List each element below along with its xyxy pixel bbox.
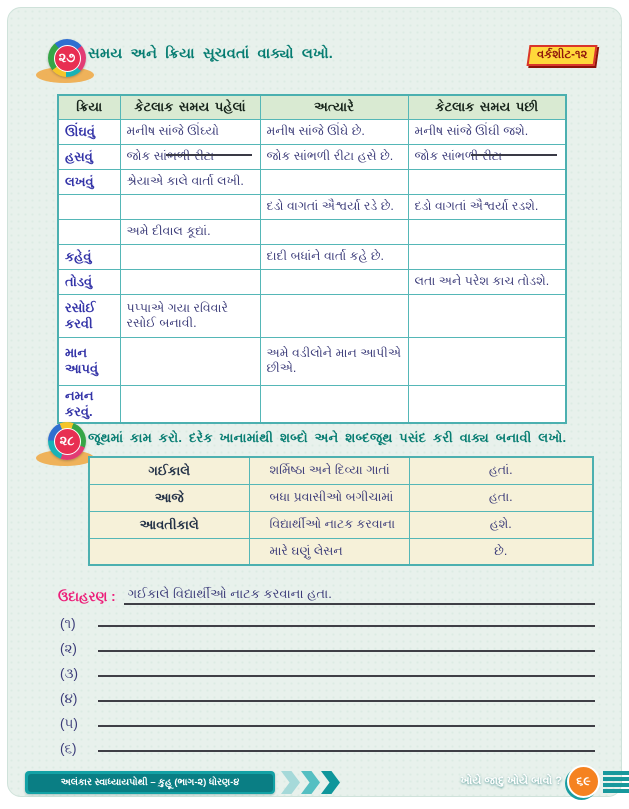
time-cell: ગઈકાલે (89, 457, 249, 484)
future-cell (408, 337, 566, 385)
col-header-future: કેટલાક સમય પછી (408, 95, 566, 119)
past-cell: અમે દીવાલ કૂદ્યાં. (120, 219, 260, 244)
verb-cell: હસવું (58, 144, 120, 169)
section-28-title: જૂથમાં કામ કરો. દરેક ખાનામાંથી શબ્દો અને શબ્દજૂથ પસંદ કરી વાક્ય બનાવી લખો. (88, 430, 567, 445)
answer-blank-line (98, 675, 595, 677)
footer-chevrons (281, 771, 341, 794)
verb-cell: માન આપવું (58, 337, 120, 385)
aux-cell: હતાં. (409, 457, 593, 484)
footer-book-banner (25, 771, 275, 794)
present-cell (260, 385, 408, 423)
answer-number: (૪) (60, 691, 78, 706)
past-cell (120, 269, 260, 294)
future-cell: જોક સાંભળી રીટા (408, 144, 566, 169)
blank-fill-line (166, 154, 252, 156)
time-cell: આવતીકાલે (89, 511, 249, 538)
past-cell (120, 337, 260, 385)
future-cell (408, 294, 566, 337)
table-row (89, 511, 593, 538)
table-row (58, 269, 566, 294)
answer-row-6 (60, 735, 595, 757)
answer-number: (૬) (60, 741, 77, 756)
present-cell (260, 269, 408, 294)
aux-cell: છે. (409, 538, 593, 565)
section-27-medallion-icon (42, 37, 96, 89)
page-number-badge: ૬૯ (567, 765, 600, 798)
footer-stripes-decoration (603, 771, 629, 795)
answer-blank-line (98, 750, 595, 752)
stripe-decoration (603, 777, 629, 781)
example-row (58, 586, 595, 605)
phrase-cell: બધા પ્રવાસીઓ બગીચામાં (249, 484, 409, 511)
answer-number: (૧) (60, 616, 76, 631)
table-row (58, 194, 566, 219)
answer-row-5 (60, 710, 595, 732)
phrase-cell: વિદ્યાર્થીઓ નાટક કરવાના (249, 511, 409, 538)
table-row (89, 538, 593, 565)
time-cell (89, 538, 249, 565)
answer-row-1 (60, 610, 595, 632)
future-cell (408, 219, 566, 244)
past-cell: શ્રેયાએ કાલે વાર્તા લખી. (120, 169, 260, 194)
table-row (58, 119, 566, 144)
footer-book-title: અલંકાર સ્વાધ્યાયપોથી – કુહૂ (ભાગ-૨) ધોરણ-૪ (28, 774, 273, 792)
answer-blank-line (98, 700, 595, 702)
answer-blank-line (98, 650, 595, 652)
past-cell: જોક સાંભળી રીટા (120, 144, 260, 169)
worksheet-badge (527, 45, 598, 66)
section-27-title: સમય અને ક્રિયા સૂચવતાં વાક્યો લખો. (88, 46, 334, 62)
table-row (58, 337, 566, 385)
future-cell: દડો વાગતાં ઐશ્વર્યા રડશે. (408, 194, 566, 219)
example-answer-line: ગઈકાલે વિદ્યાર્થીઓ નાટક કરવાના હતા. (124, 586, 595, 605)
time-cell: આજે (89, 484, 249, 511)
color-ring-icon (48, 422, 86, 460)
answer-number: (૩) (60, 666, 78, 681)
present-cell: અમે વડીલોને માન આપીએ છીએ. (260, 337, 408, 385)
table-row (89, 457, 593, 484)
answer-row-3 (60, 660, 595, 682)
verb-cell: લખવું (58, 169, 120, 194)
phrase-cell: મારે ઘણું લેસન (249, 538, 409, 565)
table-row (58, 144, 566, 169)
past-cell: મનીષ સાંજે ઊંઘ્યો (120, 119, 260, 144)
table-row (58, 244, 566, 269)
aux-cell: હતા. (409, 484, 593, 511)
present-cell (260, 219, 408, 244)
aux-cell: હશે. (409, 511, 593, 538)
phrase-cell: શર્મિષ્ઠા અને દિવ્યા ગાતાં (249, 457, 409, 484)
verb-cell: કહેવું (58, 244, 120, 269)
table-row (58, 219, 566, 244)
verb-cell: તોડવું (58, 269, 120, 294)
answer-blank-line (98, 725, 595, 727)
table-row (58, 169, 566, 194)
example-label: ઉદાહરણ : (58, 589, 116, 604)
verb-cell: રસોઈ કરવી (58, 294, 120, 337)
present-cell (260, 294, 408, 337)
future-cell (408, 385, 566, 423)
word-group-table (88, 456, 594, 566)
worksheet-badge-label: વર્કશીટ-૧૨ (537, 49, 588, 61)
answer-number: (૫) (60, 716, 78, 731)
answer-row-4 (60, 685, 595, 707)
footer-chapter-title: ખોયે જાદુ ખોયે બાવો ? (460, 775, 562, 787)
verb-cell: ઊંઘવું (58, 119, 120, 144)
col-header-verb: ક્રિયા (58, 95, 120, 119)
table-row (58, 385, 566, 423)
verb-cell: નમન કરવું. (58, 385, 120, 423)
answer-number: (૨) (60, 641, 77, 656)
future-cell: મનીષ સાંજે ઊંઘી જશે. (408, 119, 566, 144)
answer-row-2 (60, 635, 595, 657)
verb-cell (58, 219, 120, 244)
present-cell: દાદી બધાંને વાર્તા કહે છે. (260, 244, 408, 269)
past-cell (120, 244, 260, 269)
present-cell: દડો વાગતાં ઐશ્વર્યા રડે છે. (260, 194, 408, 219)
future-cell: લતા અને પરેશ કાચ તોડશે. (408, 269, 566, 294)
answer-blank-line (98, 625, 595, 627)
stripe-decoration (603, 771, 629, 775)
chevron-right-icon (281, 771, 300, 794)
future-cell (408, 169, 566, 194)
section-number: ૨૭ (54, 45, 81, 72)
present-cell: મનીષ સાંજે ઊંઘે છે. (260, 119, 408, 144)
chevron-right-icon (321, 771, 340, 794)
present-cell: જોક સાંભળી રીટા હસે છે. (260, 144, 408, 169)
color-ring-icon (48, 39, 86, 77)
table-row (58, 294, 566, 337)
table-header-row (58, 95, 566, 119)
verb-tense-table (57, 94, 567, 424)
stripe-decoration (603, 789, 629, 793)
col-header-present: અત્યારે (260, 95, 408, 119)
blank-fill-line (471, 154, 557, 156)
section-number: ૨૮ (54, 428, 81, 455)
verb-cell (58, 194, 120, 219)
future-cell (408, 244, 566, 269)
stripe-decoration (603, 783, 629, 787)
past-cell (120, 385, 260, 423)
present-cell (260, 169, 408, 194)
col-header-past: કેટલાક સમય પહેલાં (120, 95, 260, 119)
chevron-right-icon (301, 771, 320, 794)
past-cell: પપ્પાએ ગયા રવિવારે રસોઈ બનાવી. (120, 294, 260, 337)
table-row (89, 484, 593, 511)
past-cell (120, 194, 260, 219)
